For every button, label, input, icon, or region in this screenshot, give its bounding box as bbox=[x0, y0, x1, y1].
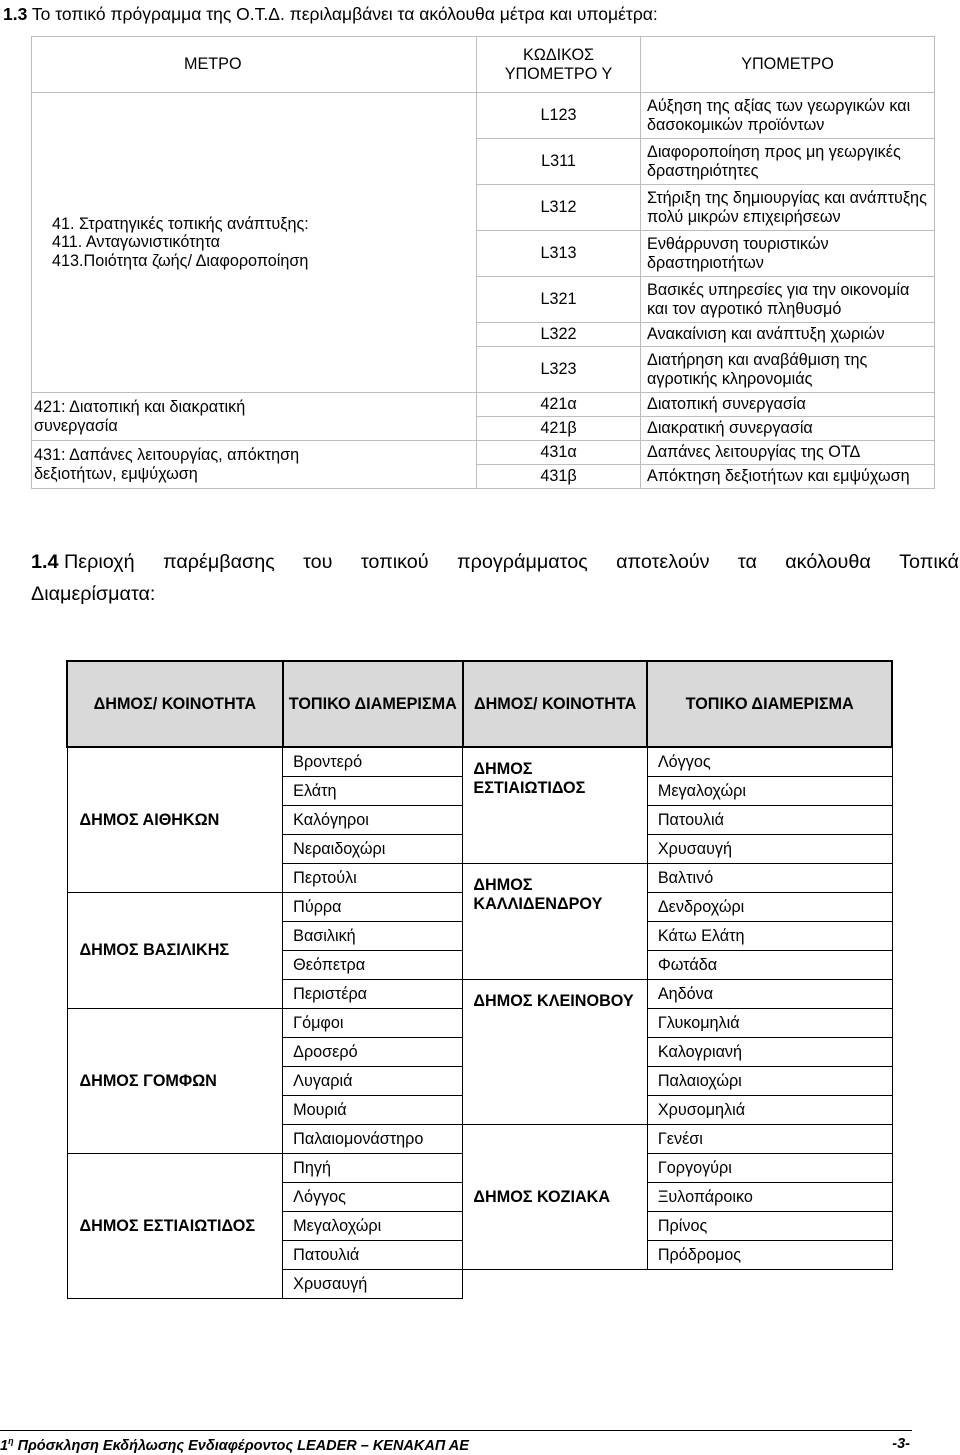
submeasure-code: L313 bbox=[477, 231, 641, 277]
submeasure-code: L123 bbox=[477, 93, 641, 139]
topiko-diamerisma: Δροσερό bbox=[283, 1038, 463, 1067]
topiko-diamerisma: Μεγαλοχώρι bbox=[283, 1212, 463, 1241]
page-number: -3- bbox=[892, 1436, 910, 1452]
submeasure-code: L322 bbox=[477, 323, 641, 347]
heading-word-group bbox=[31, 546, 135, 578]
topiko-diamerisma: Καλογριανή bbox=[647, 1038, 892, 1067]
section-heading-1-4 bbox=[31, 546, 959, 610]
topiko-diamerisma: Βαλτινό bbox=[647, 864, 892, 893]
table-row bbox=[32, 93, 935, 139]
submeasure-title: Ανακαίνιση και ανάπτυξη χωριών bbox=[641, 323, 935, 347]
submeasure-code: 421β bbox=[477, 417, 641, 441]
section-heading-1-3 bbox=[3, 4, 658, 25]
submeasure-code: 421α bbox=[477, 393, 641, 417]
dimos-cell: ΔΗΜΟΣ ΕΣΤΙΑΙΩΤΙΔΟΣ bbox=[67, 1154, 283, 1299]
topiko-diamerisma: Γλυκομηλιά bbox=[647, 1009, 892, 1038]
heading-word: προγράμματος bbox=[456, 551, 588, 573]
header-cell: ΔΗΜΟΣ/ ΚΟΙΝΟΤΗΤΑ bbox=[67, 661, 283, 747]
areas-table bbox=[66, 660, 893, 1299]
heading-word: Περιοχή bbox=[64, 551, 135, 573]
dimos-cell: ΔΗΜΟΣ ΕΣΤΙΑΙΩΤΙΔΟΣ bbox=[463, 747, 647, 864]
topiko-diamerisma: Πρόδρομος bbox=[647, 1241, 892, 1270]
topiko-diamerisma: Πατουλιά bbox=[647, 806, 892, 835]
topiko-diamerisma: Πατουλιά bbox=[283, 1241, 463, 1270]
header-code: ΚΩΔΙΚΟΣ ΥΠΟΜΕΤΡΟ Υ bbox=[477, 37, 641, 93]
topiko-diamerisma: Ξυλοπάροικο bbox=[647, 1183, 892, 1212]
section-title: Το τοπικό πρόγραμμα της Ο.Τ.Δ. περιλαμβάνει τα ακόλουθα μέτρα και υπομέτρα: bbox=[31, 4, 658, 24]
section-number: 1.3 bbox=[3, 4, 28, 24]
metro-line: συνεργασία bbox=[34, 416, 118, 435]
heading-word: τα bbox=[737, 551, 757, 573]
section-heading-line-1 bbox=[31, 546, 959, 578]
submeasure-title: Στήριξη της δημιουργίας και ανάπτυξης πολύ μικρών επιχειρήσεων bbox=[641, 185, 935, 231]
topiko-diamerisma: Θεόπετρα bbox=[283, 951, 463, 980]
topiko-diamerisma: Αηδόνα bbox=[647, 980, 892, 1009]
topiko-diamerisma: Περτούλι bbox=[283, 864, 463, 893]
submeasure-code: L311 bbox=[477, 139, 641, 185]
topiko-diamerisma: Γόμφοι bbox=[283, 1009, 463, 1038]
dimos-cell: ΔΗΜΟΣ ΒΑΣΙΛΙΚΗΣ bbox=[67, 893, 283, 1009]
topiko-diamerisma: Πύρρα bbox=[283, 893, 463, 922]
submeasure-code: L312 bbox=[477, 185, 641, 231]
header-cell: ΔΗΜΟΣ/ ΚΟΙΝΟΤΗΤΑ bbox=[463, 661, 647, 747]
submeasure-title: Αύξηση της αξίας των γεωργικών και δασοκομικών προϊόντων bbox=[641, 93, 935, 139]
footer-title: $1^\eta$ Πρόσκληση Εκδήλωσης Ενδιαφέροντος LEADER – ΚΕΝΑΚΑΠ ΑΕ bbox=[0, 1436, 469, 1454]
table-row bbox=[67, 747, 892, 777]
topiko-diamerisma: Γοργογύρι bbox=[647, 1154, 892, 1183]
topiko-diamerisma: Λόγγος bbox=[647, 747, 892, 777]
header-cell: ΤΟΠΙΚΟ ΔΙΑΜΕΡΙΣΜΑ bbox=[647, 661, 892, 747]
topiko-diamerisma: Κάτω Ελάτη bbox=[647, 922, 892, 951]
metro-421-cell bbox=[32, 393, 477, 441]
heading-word: αποτελούν bbox=[616, 551, 710, 573]
topiko-diamerisma: Παλαιομονάστηρο bbox=[283, 1125, 463, 1154]
topiko-diamerisma: Πηγή bbox=[283, 1154, 463, 1183]
topiko-diamerisma: Παλαιοχώρι bbox=[647, 1067, 892, 1096]
topiko-diamerisma: Μουριά bbox=[283, 1096, 463, 1125]
submeasure-title: Βασικές υπηρεσίες για την οικονομία και τον αγροτικό πληθυσμό bbox=[641, 277, 935, 323]
dimos-cell: ΔΗΜΟΣ ΑΙΘΗΚΩΝ bbox=[67, 747, 283, 893]
dimos-cell: ΔΗΜΟΣ ΚΑΛΛΙΔΕΝΔΡΟΥ bbox=[463, 864, 647, 980]
submeasure-title: Απόκτηση δεξιοτήτων και εμψύχωση bbox=[641, 465, 935, 489]
heading-word: Τοπικά bbox=[899, 551, 959, 573]
submeasure-title: Διατοπική συνεργασία bbox=[641, 393, 935, 417]
heading-word: του bbox=[303, 551, 333, 573]
heading-word: ακόλουθα bbox=[785, 551, 871, 573]
header-metro: ΜΕΤΡΟ bbox=[32, 37, 477, 93]
submeasure-code: 431β bbox=[477, 465, 641, 489]
metro-431-cell bbox=[32, 441, 477, 489]
submeasure-title: Ενθάρρυνση τουριστικών δραστηριοτήτων bbox=[641, 231, 935, 277]
heading-word: τοπικού bbox=[360, 551, 429, 573]
submeasure-title: Διαφοροποίηση προς μη γεωργικές δραστηριότητες bbox=[641, 139, 935, 185]
metro-line: 421: Διατοπική και διακρατική bbox=[34, 398, 246, 416]
topiko-diamerisma: Βασιλική bbox=[283, 922, 463, 951]
table-header-row bbox=[67, 661, 892, 747]
header-cell: ΤΟΠΙΚΟ ΔΙΑΜΕΡΙΣΜΑ bbox=[283, 661, 463, 747]
section-heading-line-2: Διαμερίσματα: bbox=[31, 583, 156, 605]
metro-41-cell bbox=[32, 93, 477, 393]
topiko-diamerisma: Πρίνος bbox=[647, 1212, 892, 1241]
topiko-diamerisma: Νεραιδοχώρι bbox=[283, 835, 463, 864]
topiko-diamerisma: Φωτάδα bbox=[647, 951, 892, 980]
metro-line: 41. Στρατηγικές τοπικής ανάπτυξης: bbox=[52, 214, 309, 233]
dimos-cell: ΔΗΜΟΣ ΚΛΕΙΝΟΒΟΥ bbox=[463, 980, 647, 1125]
topiko-diamerisma: Δενδροχώρι bbox=[647, 893, 892, 922]
table-row bbox=[32, 441, 935, 465]
topiko-diamerisma: Λόγγος bbox=[283, 1183, 463, 1212]
empty-cell bbox=[463, 1270, 892, 1299]
submeasure-title: Διατήρηση και αναβάθμιση της αγροτικής κληρονομιάς bbox=[641, 347, 935, 393]
section-number: 1.4 bbox=[31, 551, 59, 573]
topiko-diamerisma: Μεγαλοχώρι bbox=[647, 777, 892, 806]
dimos-cell: ΔΗΜΟΣ ΚΟΖΙΑΚΑ bbox=[463, 1125, 647, 1270]
topiko-diamerisma: Λυγαριά bbox=[283, 1067, 463, 1096]
measures-table bbox=[31, 36, 935, 489]
footer-divider bbox=[0, 1430, 912, 1431]
page-footer bbox=[0, 1436, 910, 1454]
table-row bbox=[32, 393, 935, 417]
topiko-diamerisma: Περιστέρα bbox=[283, 980, 463, 1009]
submeasure-code: L321 bbox=[477, 277, 641, 323]
dimos-cell: ΔΗΜΟΣ ΓΟΜΦΩΝ bbox=[67, 1009, 283, 1154]
topiko-diamerisma: Χρυσαυγή bbox=[647, 835, 892, 864]
metro-line: 413.Ποιότητα ζωής/ Διαφοροποίηση bbox=[52, 251, 309, 270]
submeasure-title: Δαπάνες λειτουργίας της ΟΤΔ bbox=[641, 441, 935, 465]
submeasure-code: L323 bbox=[477, 347, 641, 393]
table-header-row bbox=[32, 37, 935, 93]
metro-line: 411. Ανταγωνιστικότητα bbox=[52, 233, 221, 252]
metro-line: 431: Δαπάνες λειτουργίας, απόκτηση bbox=[34, 446, 300, 464]
topiko-diamerisma: Γενέσι bbox=[647, 1125, 892, 1154]
topiko-diamerisma: Βροντερό bbox=[283, 747, 463, 777]
metro-line: δεξιοτήτων, εμψύχωση bbox=[34, 464, 198, 483]
topiko-diamerisma: Καλόγηροι bbox=[283, 806, 463, 835]
topiko-diamerisma: Χρυσαυγή bbox=[283, 1270, 463, 1299]
topiko-diamerisma: Ελάτη bbox=[283, 777, 463, 806]
submeasure-code: 431α bbox=[477, 441, 641, 465]
topiko-diamerisma: Χρυσομηλιά bbox=[647, 1096, 892, 1125]
heading-word: παρέμβασης bbox=[162, 551, 275, 573]
header-submeasure: ΥΠΟΜΕΤΡΟ bbox=[641, 37, 935, 93]
submeasure-title: Διακρατική συνεργασία bbox=[641, 417, 935, 441]
